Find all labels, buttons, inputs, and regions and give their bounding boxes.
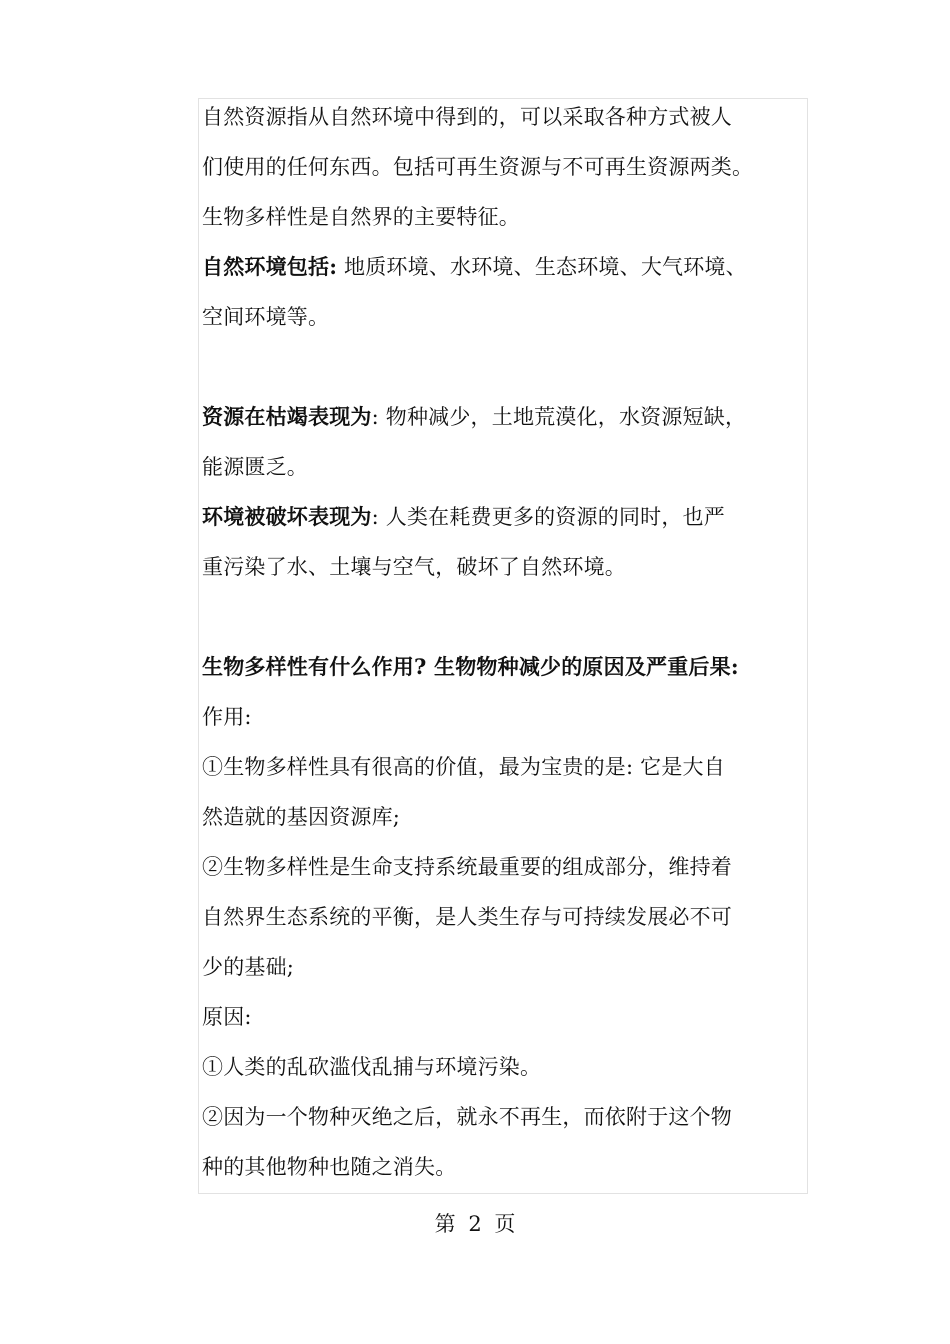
text-line: ②生物多样性是生命支持系统最重要的组成部分，维持着	[202, 855, 732, 879]
text-line: 自然资源指从自然环境中得到的，可以采取各种方式被人	[202, 105, 732, 129]
text-line: 们使用的任何东西。包括可再生资源与不可再生资源两类。	[202, 155, 754, 179]
text-line: 能源匮乏。	[202, 455, 308, 479]
environment-damage-label: 环境被破坏表现为	[202, 504, 372, 529]
document-body	[202, 92, 827, 1192]
text-line: 种的其他物种也随之消失。	[202, 1155, 457, 1179]
environment-damage-text: : 人类在耗费更多的资源的同时，也严	[371, 505, 725, 529]
role-label: 作用:	[202, 705, 252, 729]
text-line: ②因为一个物种灭绝之后，就永不再生，而依附于这个物	[202, 1105, 732, 1129]
natural-environment-line	[202, 242, 827, 292]
resource-depletion-text: : 物种减少，土地荒漠化，水资源短缺，	[371, 405, 747, 429]
resource-depletion-line	[202, 392, 827, 442]
text-line: 然造就的基因资源库;	[202, 805, 401, 829]
text-line: 自然界生态系统的平衡，是人类生存与可持续发展必不可	[202, 905, 732, 929]
biodiversity-heading: 生物多样性有什么作用? 生物物种减少的原因及严重后果:	[202, 654, 739, 679]
text-line: ①人类的乱砍滥伐乱捕与环境污染。	[202, 1055, 542, 1079]
page-number: 第 2 页	[434, 1212, 516, 1236]
resource-depletion-label: 资源在枯竭表现为	[202, 404, 372, 429]
blank-line	[202, 592, 827, 642]
text-line: 少的基础;	[202, 955, 295, 979]
text-line: ①生物多样性具有很高的价值，最为宝贵的是: 它是大自	[202, 755, 725, 779]
text-line: 重污染了水、土壤与空气，破坏了自然环境。	[202, 555, 626, 579]
environment-damage-line	[202, 492, 827, 542]
text-line: 空间环境等。	[202, 305, 330, 329]
cause-label: 原因:	[202, 1005, 252, 1029]
natural-environment-label: 自然环境包括:	[202, 254, 338, 279]
blank-line	[202, 342, 827, 392]
text-line: 生物多样性是自然界的主要特征。	[202, 205, 520, 229]
natural-environment-text: 地质环境、水环境、生态环境、大气环境、	[337, 255, 747, 279]
